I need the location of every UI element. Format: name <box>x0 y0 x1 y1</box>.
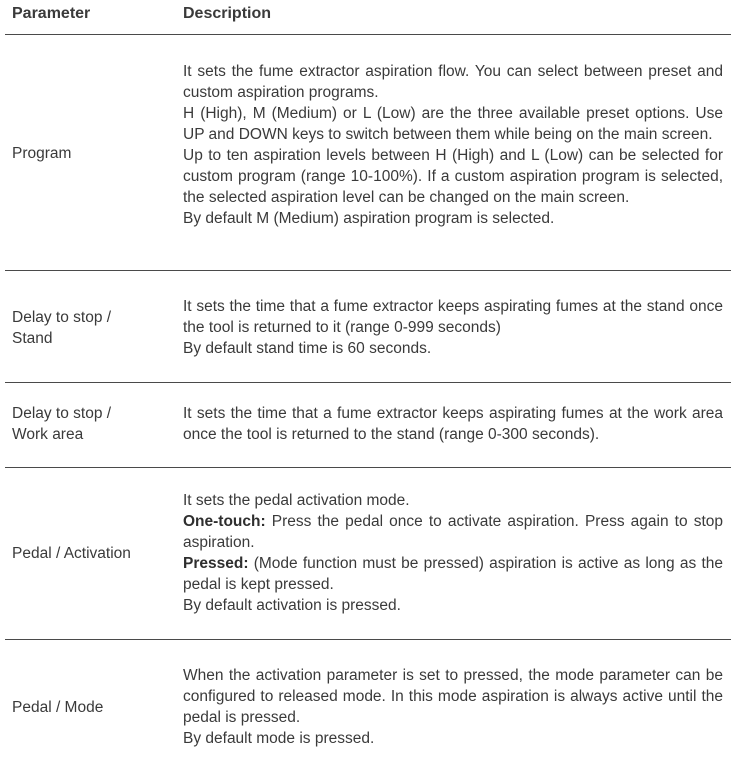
row-program-parameter: Program <box>12 145 72 162</box>
row-program-description <box>183 61 723 229</box>
one-touch-item <box>183 511 723 553</box>
description-line: When the activation parameter is set to pressed, the mode parameter can be configured to released mode. In this mode aspiration is always active until the pedal is pressed. <box>183 667 723 726</box>
pressed-label: Pressed: <box>183 555 249 572</box>
row-work-area-parameter: Delay to stop / Work area <box>12 405 112 443</box>
description-line: By default M (Medium) aspiration program is selected. <box>183 210 555 227</box>
row-divider <box>5 639 731 640</box>
row-pedal-mode-parameter: Pedal / Mode <box>12 699 104 716</box>
row-pedal-activation-parameter: Pedal / Activation <box>12 545 131 562</box>
description-line: It sets the fume extractor aspiration flow. You can select between preset and custom aspiration programs. <box>183 63 723 101</box>
header-description: Description <box>183 5 272 22</box>
description-line: H (High), M (Medium) or L (Low) are the three available preset options. Use UP and DOWN keys to switch between them while being on the main screen. <box>183 105 723 143</box>
description-line: By default activation is pressed. <box>183 597 401 614</box>
one-touch-label: One-touch: <box>183 513 266 530</box>
description-line: Up to ten aspiration levels between H (High) and L (Low) can be selected for custom program (range 10-100%). If a custom aspiration program is selected, the selected aspiration level can be changed on the main screen. <box>183 147 723 206</box>
description-line: It sets the time that a fume extractor keeps aspirating fumes at the stand once the tool is returned to it (range 0-999 seconds) <box>183 298 723 336</box>
row-divider <box>5 382 731 383</box>
description-line: By default stand time is 60 seconds. <box>183 340 432 357</box>
row-stand-description <box>183 296 723 359</box>
row-divider <box>5 270 731 271</box>
pressed-item <box>183 553 723 595</box>
description-line: It sets the pedal activation mode. <box>183 492 410 509</box>
header-divider <box>5 34 731 35</box>
row-work-area-description <box>183 403 723 445</box>
pressed-text: (Mode function must be pressed) aspiration is active as long as the pedal is kept pressed. <box>183 555 723 593</box>
row-stand-parameter: Delay to stop / Stand <box>12 309 112 347</box>
row-pedal-mode-description <box>183 665 723 749</box>
one-touch-text: Press the pedal once to activate aspiration. Press again to stop aspiration. <box>183 513 723 551</box>
row-pedal-activation-description <box>183 490 723 616</box>
header-parameter: Parameter <box>12 5 91 22</box>
description-line: It sets the time that a fume extractor keeps aspirating fumes at the work area once the tool is returned to the stand (range 0-300 seconds). <box>183 405 723 443</box>
description-line: By default mode is pressed. <box>183 730 375 747</box>
row-divider <box>5 467 731 468</box>
table-header <box>0 0 736 34</box>
